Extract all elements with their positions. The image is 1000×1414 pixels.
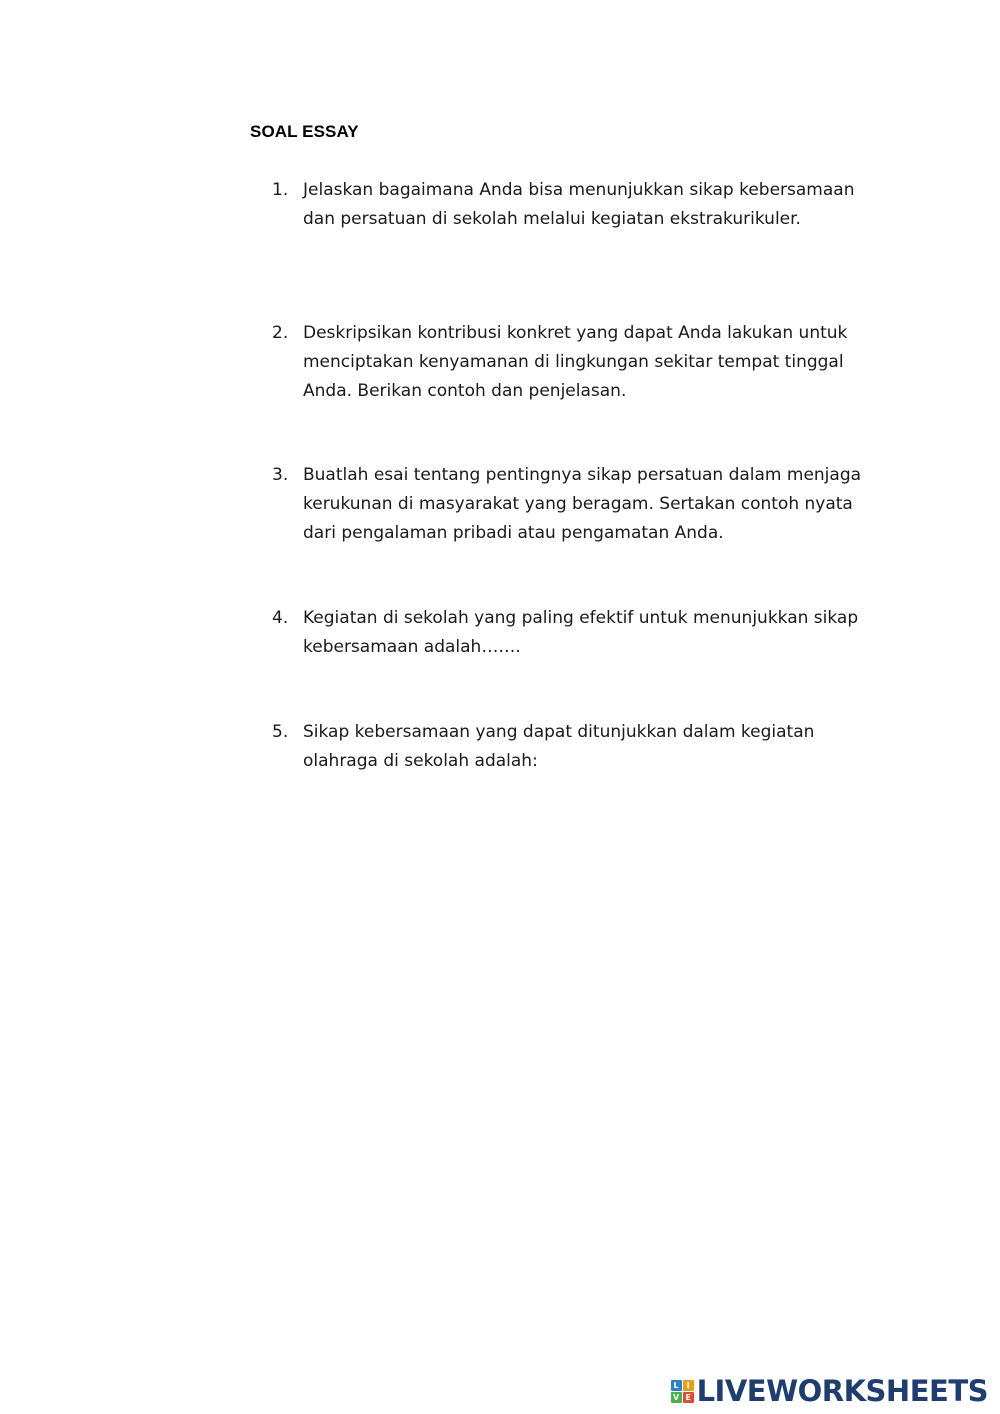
question-item: [272, 718, 872, 776]
question-number: 2.: [272, 323, 289, 343]
question-number: 5.: [272, 722, 289, 742]
question-item: [272, 604, 872, 662]
question-text: Jelaskan bagaimana Anda bisa menunjukkan sikap kebersamaan dan persatuan di sekolah melalui kegiatan ekstrakurikuler.: [303, 180, 855, 229]
logo-cell: I: [683, 1380, 694, 1391]
liveworksheets-logo-icon: [671, 1380, 694, 1403]
question-text: Deskripsikan kontribusi konkret yang dapat Anda lakukan untuk menciptakan kenyamanan di lingkungan sekitar tempat tinggal Anda. Berikan contoh dan penjelasan.: [303, 323, 848, 401]
logo-cell: L: [671, 1380, 682, 1391]
question-item: [272, 176, 872, 234]
question-text: Kegiatan di sekolah yang paling efektif untuk menunjukkan sikap kebersamaan adalah…….: [303, 608, 859, 657]
logo-cell: E: [683, 1392, 694, 1403]
question-item: [272, 319, 872, 406]
question-number: 1.: [272, 180, 289, 200]
question-text: Sikap kebersamaan yang dapat ditunjukkan dalam kegiatan olahraga di sekolah adalah:: [303, 722, 815, 771]
question-item: [272, 461, 872, 548]
logo-text: LIVEWORKSHEETS: [696, 1374, 988, 1408]
question-number: 3.: [272, 465, 289, 485]
page-title: SOAL ESSAY: [250, 122, 359, 141]
liveworksheets-logo[interactable]: [671, 1376, 988, 1406]
question-number: 4.: [272, 608, 289, 628]
logo-cell: V: [671, 1392, 682, 1403]
question-text: Buatlah esai tentang pentingnya sikap persatuan dalam menjaga kerukunan di masyarakat yang beragam. Sertakan contoh nyata dari pengalaman pribadi atau pengamatan Anda.: [303, 465, 862, 543]
